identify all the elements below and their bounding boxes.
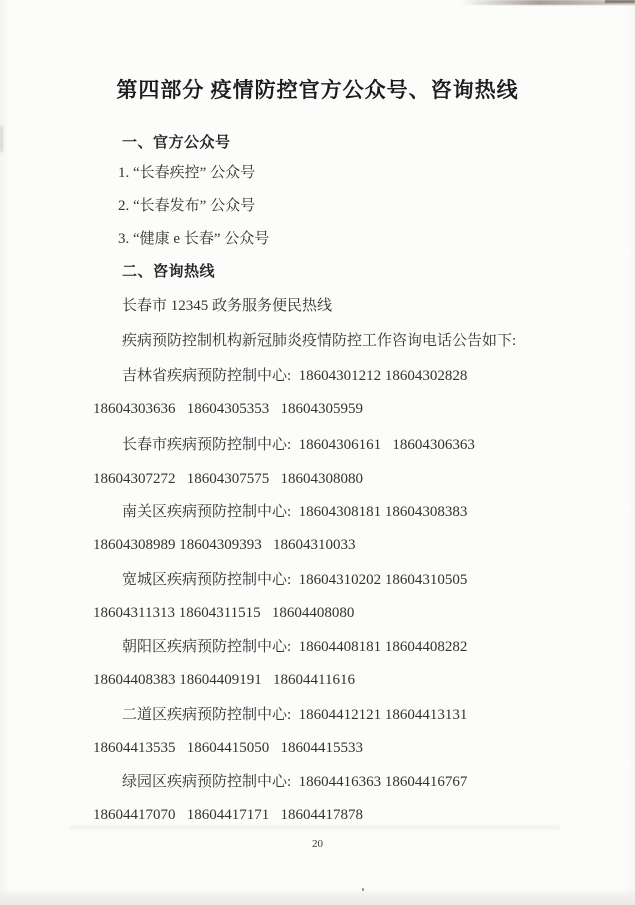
list-item-account-3: 3. “健康 e 长春” 公众号	[118, 231, 270, 247]
scan-artifact-top-right-nub	[605, 0, 635, 3]
page-number: 20	[312, 838, 323, 850]
center-changchun-line2: 18604307272 18604307575 18604308080	[93, 471, 363, 487]
scan-artifact-bottom-band	[0, 889, 635, 905]
scan-artifact-top-right	[460, 0, 635, 5]
center-nanguan-line1: 南关区疾病预防控制中心: 18604308181 18604308383	[122, 504, 468, 520]
center-erdao-line2: 18604413535 18604415050 18604415533	[93, 740, 363, 756]
center-jilin-line1: 吉林省疾病预防控制中心: 18604301212 18604302828	[122, 368, 468, 384]
scan-artifact-left-speck	[0, 126, 3, 152]
scan-artifact-scanline	[70, 826, 560, 829]
center-chaoyang-line1: 朝阳区疾病预防控制中心: 18604408181 18604408282	[122, 639, 468, 655]
section-heading-official-accounts: 一、官方公众号	[122, 134, 231, 151]
center-kuancheng-line1: 宽城区疾病预防控制中心: 18604310202 18604310505	[122, 572, 468, 588]
center-chaoyang-line2: 18604408383 18604409191 18604411616	[93, 672, 355, 688]
center-nanguan-line2: 18604308989 18604309393 18604310033	[93, 537, 356, 553]
center-kuancheng-line2: 18604311313 18604311515 18604408080	[93, 605, 355, 621]
center-lvyuan-line2: 18604417070 18604417171 18604417878	[93, 807, 363, 823]
city-hotline-line: 长春市 12345 政务服务便民热线	[122, 298, 333, 314]
scan-artifact-speck	[362, 888, 364, 891]
list-item-account-1: 1. “长春疾控” 公众号	[118, 165, 256, 181]
center-lvyuan-line1: 绿园区疾病预防控制中心: 18604416363 18604416767	[122, 774, 468, 790]
announcement-line: 疾病预防控制机构新冠肺炎疫情防控工作咨询电话公告如下:	[122, 333, 517, 349]
page-title: 第四部分 疫情防控官方公众号、咨询热线	[116, 78, 519, 102]
center-changchun-line1: 长春市疾病预防控制中心: 18604306161 18604306363	[122, 437, 475, 453]
center-jilin-line2: 18604303636 18604305353 18604305959	[93, 401, 363, 417]
center-erdao-line1: 二道区疾病预防控制中心: 18604412121 18604413131	[122, 707, 468, 723]
section-heading-hotlines: 二、咨询热线	[122, 263, 216, 280]
list-item-account-2: 2. “长春发布” 公众号	[118, 198, 256, 214]
